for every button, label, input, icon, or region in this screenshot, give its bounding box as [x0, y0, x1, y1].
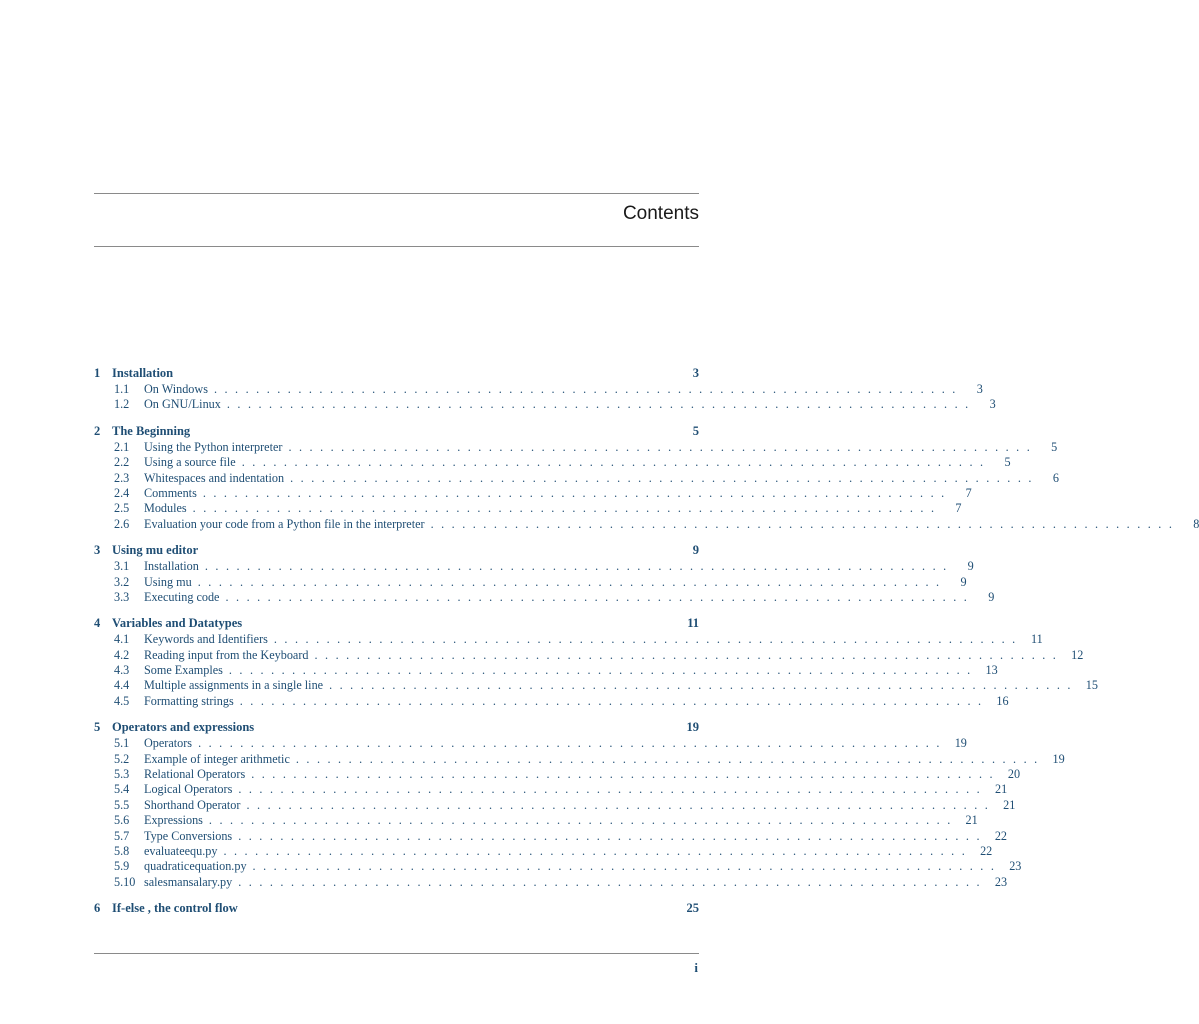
toc-dot-leader: .......................................................................	[197, 574, 947, 589]
toc-section-title[interactable]: Multiple assignments in a single line	[144, 678, 324, 693]
toc-section-entry[interactable]	[94, 485, 972, 501]
toc-dot-leader: .......................................................................	[192, 501, 942, 516]
toc-chapter-page: 11	[687, 616, 699, 631]
toc-section-page: 12	[1071, 647, 1084, 662]
toc-chapter-title[interactable]: Operators and expressions	[112, 720, 255, 735]
toc-chapter-title[interactable]: Installation	[112, 366, 174, 380]
toc-dot-leader: .......................................................................	[430, 516, 1180, 531]
header-bottom-rule	[94, 246, 699, 247]
toc-section-number: 1.1	[114, 382, 130, 396]
toc-section-page: 19	[1052, 751, 1065, 766]
toc-section-entry[interactable]	[94, 559, 974, 574]
toc-section-entry[interactable]	[94, 382, 983, 397]
toc-chapter-number: 5	[94, 720, 101, 735]
toc-section-page: 9	[967, 559, 974, 574]
toc-chapter	[94, 899, 699, 917]
toc-dot-leader: .......................................................................	[223, 843, 973, 858]
toc-section-entry[interactable]	[94, 647, 1084, 663]
toc-section-number: 5.4	[114, 782, 130, 797]
toc-chapter	[94, 364, 996, 413]
toc-section-title[interactable]: Evaluation your code from a Python file in the interpreter	[144, 516, 425, 531]
table-of-contents	[94, 364, 1199, 926]
toc-section-page: 9	[988, 589, 995, 604]
toc-dot-leader: .......................................................................	[238, 828, 988, 843]
toc-chapter-entry[interactable]	[94, 364, 699, 382]
toc-section-page: 11	[1030, 632, 1043, 647]
toc-section-entry[interactable]	[94, 693, 1009, 709]
toc-chapter-title[interactable]: If-else , the control flow	[112, 901, 238, 916]
toc-section-number: 4.3	[114, 663, 130, 678]
toc-section-number: 5.2	[114, 751, 130, 766]
toc-section-number: 5.8	[114, 843, 130, 858]
toc-section-number: 3.3	[114, 589, 130, 604]
toc-section-entry[interactable]	[94, 470, 1059, 486]
header-top-rule	[94, 193, 699, 194]
toc-section-title[interactable]: Keywords and Identifiers	[144, 632, 268, 647]
toc-section-entry[interactable]	[94, 501, 962, 516]
toc-section-page: 6	[1052, 470, 1059, 485]
toc-section-number: 5.5	[114, 797, 130, 812]
toc-section-number: 3.1	[114, 559, 130, 574]
toc-section-entry[interactable]	[94, 782, 1008, 797]
toc-chapter-number: 2	[94, 423, 101, 438]
toc-section-page: 15	[1085, 678, 1098, 693]
toc-section-page: 7	[955, 501, 962, 516]
toc-section-page: 23	[994, 874, 1008, 889]
toc-chapter-number: 6	[94, 901, 101, 916]
toc-section-number: 2.3	[114, 470, 130, 485]
toc-section-entry[interactable]	[94, 813, 978, 828]
toc-section-number: 2.2	[114, 455, 130, 470]
toc-section-number: 5.3	[114, 767, 130, 782]
toc-section-number: 4.4	[114, 678, 130, 693]
toc-section-page: 22	[980, 843, 993, 858]
toc-section-number: 4.2	[114, 647, 130, 662]
toc-chapter	[94, 718, 1065, 890]
toc-chapter-number: 1	[94, 366, 101, 380]
toc-section-entry[interactable]	[94, 678, 1098, 693]
toc-section-entry[interactable]	[94, 663, 998, 678]
toc-section-entry[interactable]	[94, 589, 995, 605]
toc-dot-leader: .......................................................................	[198, 736, 947, 751]
toc-chapter-title[interactable]: Variables and Datatypes	[112, 616, 243, 631]
toc-section-title[interactable]: Executing code	[144, 589, 220, 604]
toc-section-page: 7	[965, 485, 972, 500]
toc-section-title[interactable]: quadraticequation.py	[144, 859, 247, 874]
toc-chapter-entry[interactable]	[94, 541, 699, 559]
toc-chapter-entry[interactable]	[94, 899, 699, 917]
toc-chapter-page: 3	[692, 366, 699, 380]
toc-section-number: 2.1	[114, 439, 130, 454]
toc-section-entry[interactable]	[94, 767, 1021, 782]
page-number: i	[694, 960, 698, 975]
toc-chapter	[94, 614, 1098, 709]
toc-dot-leader: .......................................................................	[251, 767, 1001, 782]
footer-rule	[94, 953, 699, 954]
toc-dot-leader: .......................................................................	[204, 559, 954, 574]
toc-section-number: 5.9	[114, 859, 130, 874]
toc-section-page: 22	[994, 828, 1008, 843]
toc-section-title[interactable]: Reading input from the Keyboard	[144, 647, 309, 662]
toc-section-number: 5.7	[114, 828, 130, 843]
toc-chapter-page: 25	[686, 901, 699, 916]
toc-section-title[interactable]: Type Conversions	[144, 828, 233, 843]
toc-section-title[interactable]: Using a source file	[144, 455, 236, 470]
toc-section-number: 5.6	[114, 813, 130, 828]
toc-section-number: 2.6	[114, 516, 130, 531]
toc-section-page: 3	[976, 382, 983, 396]
toc-section-number: 5.10	[114, 874, 136, 889]
toc-section-title[interactable]: evaluateequ.py	[144, 843, 218, 858]
toc-dot-leader: .......................................................................	[213, 382, 963, 396]
toc-section-title[interactable]: Shorthand Operator	[144, 797, 241, 812]
toc-dot-leader: .......................................................................	[295, 751, 1045, 766]
toc-dot-leader: .......................................................................	[202, 485, 952, 500]
toc-chapter-page: 19	[686, 720, 699, 735]
toc-dot-leader: .......................................................................	[239, 693, 989, 708]
toc-chapter	[94, 541, 995, 605]
toc-dot-leader: .......................................................................	[226, 397, 976, 412]
toc-chapter-number: 3	[94, 543, 101, 558]
toc-section-entry[interactable]	[94, 874, 1008, 890]
toc-section-entry[interactable]	[94, 455, 1011, 470]
toc-section-entry[interactable]	[94, 516, 1199, 532]
toc-section-title[interactable]: salesmansalary.py	[144, 874, 233, 889]
toc-dot-leader: .......................................................................	[246, 797, 996, 812]
toc-dot-leader: .......................................................................	[238, 874, 988, 889]
toc-section-title[interactable]: Operators	[144, 736, 193, 751]
toc-section-title[interactable]: Logical Operators	[144, 782, 233, 797]
toc-section-page: 21	[1003, 797, 1016, 812]
toc-chapter-entry[interactable]	[94, 422, 699, 440]
toc-section-entry[interactable]	[94, 843, 993, 859]
toc-section-entry[interactable]	[94, 574, 967, 590]
toc-section-entry[interactable]	[94, 797, 1016, 813]
toc-chapter-entry[interactable]	[94, 718, 699, 736]
toc-section-number: 1.2	[114, 397, 130, 412]
toc-section-entry[interactable]	[94, 859, 1022, 874]
toc-chapter-number: 4	[94, 616, 101, 631]
toc-dot-leader: .......................................................................	[273, 632, 1023, 647]
toc-section-title[interactable]: Expressions	[144, 813, 203, 828]
toc-section-title[interactable]: Some Examples	[144, 663, 223, 678]
toc-section-page: 23	[1009, 859, 1022, 874]
page-title: Contents	[622, 203, 699, 224]
toc-section-entry[interactable]	[94, 632, 1043, 647]
toc-section-page: 16	[996, 693, 1009, 708]
toc-section-number: 2.5	[114, 501, 130, 516]
toc-section-page: 3	[989, 397, 996, 412]
toc-dot-leader: .......................................................................	[238, 782, 988, 797]
toc-section-page: 8	[1193, 516, 1199, 531]
toc-section-entry[interactable]	[94, 828, 1008, 844]
toc-section-title[interactable]: Whitespaces and indentation	[144, 470, 285, 485]
toc-section-entry[interactable]	[94, 751, 1065, 767]
toc-section-page: 21	[994, 782, 1008, 797]
toc-dot-leader: .......................................................................	[241, 455, 991, 470]
toc-dot-leader: .......................................................................	[252, 859, 1002, 874]
toc-section-title[interactable]: On GNU/Linux	[144, 397, 221, 412]
toc-dot-leader: .......................................................................	[314, 647, 1064, 662]
toc-section-title[interactable]: On Windows	[144, 382, 208, 396]
toc-dot-leader: .......................................................................	[329, 678, 1078, 693]
toc-section-page: 13	[985, 663, 998, 678]
toc-section-title[interactable]: Using the Python interpreter	[144, 439, 283, 454]
toc-section-page: 21	[965, 813, 978, 828]
toc-section-title[interactable]: Relational Operators	[144, 767, 246, 782]
toc-section-title[interactable]: Comments	[144, 485, 197, 500]
toc-section-entry[interactable]	[94, 439, 1058, 455]
toc-section-title[interactable]: Installation	[144, 559, 199, 574]
toc-section-number: 3.2	[114, 574, 130, 589]
toc-section-title[interactable]: Formatting strings	[144, 693, 234, 708]
toc-chapter-page: 5	[692, 423, 699, 438]
toc-section-number: 4.1	[114, 632, 130, 647]
toc-dot-leader: .......................................................................	[225, 589, 975, 604]
toc-section-entry[interactable]	[94, 736, 967, 751]
toc-chapter-entry[interactable]	[94, 614, 699, 632]
toc-dot-leader: .......................................................................	[290, 470, 1039, 485]
toc-section-page: 9	[960, 574, 967, 589]
toc-section-title[interactable]: Using mu	[144, 574, 192, 589]
toc-section-page: 5	[1051, 439, 1058, 454]
toc-section-number: 2.4	[114, 485, 130, 500]
toc-section-number: 5.1	[114, 736, 130, 751]
toc-dot-leader: .......................................................................	[208, 813, 958, 828]
toc-dot-leader: .......................................................................	[228, 663, 978, 678]
toc-chapter-title[interactable]: Using mu editor	[112, 543, 199, 558]
toc-dot-leader: .......................................................................	[288, 439, 1038, 454]
toc-chapter-page: 9	[692, 543, 699, 558]
toc-section-page: 20	[1007, 767, 1021, 782]
toc-section-title[interactable]: Modules	[144, 501, 187, 516]
toc-section-page: 19	[954, 736, 967, 751]
toc-chapter-title[interactable]: The Beginning	[112, 423, 191, 438]
toc-section-number: 4.5	[114, 693, 130, 708]
toc-section-entry[interactable]	[94, 397, 996, 412]
toc-section-title[interactable]: Example of integer arithmetic	[144, 751, 290, 766]
toc-chapter	[94, 422, 1199, 532]
toc-section-page: 5	[1004, 455, 1011, 470]
